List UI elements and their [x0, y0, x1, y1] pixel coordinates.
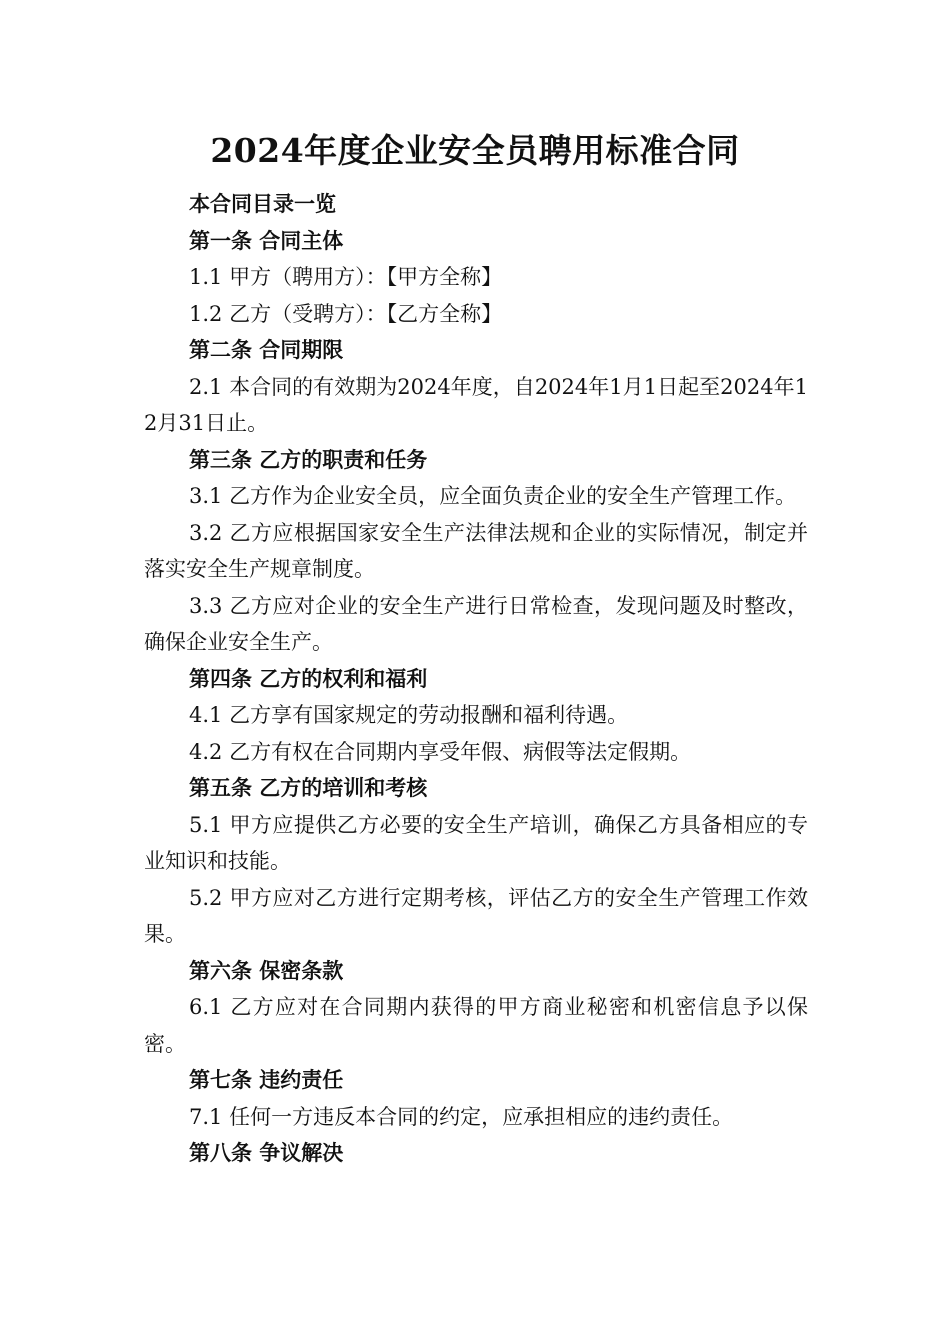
toc-label: 本合同目录一览 — [189, 191, 336, 216]
clause-4-2: 4.2 乙方有权在合同期内享受年假、病假等法定假期。 — [189, 739, 692, 764]
clause-3-1: 3.1 乙方作为企业安全员，应全面负责企业的安全生产管理工作。 — [189, 484, 797, 508]
clause-6-1: 6.1 乙方应对在合同期内获得的甲方商业秘密和机密信息予以保密。 — [144, 995, 808, 1056]
section-heading-2: 第二条 合同期限 — [189, 337, 344, 362]
section-heading-6: 第六条 保密条款 — [189, 957, 344, 983]
clause-3-2: 3.2 乙方应根据国家安全生产法律法规和企业的实际情况，制定并落实安全生产规章制度。 — [144, 520, 808, 581]
document-body — [144, 186, 808, 1172]
document-title: 2024年度企业安全员聘用标准合同 — [210, 131, 740, 170]
section-heading-8: 第八条 争议解决 — [189, 1140, 344, 1165]
section-heading-7: 第七条 违约责任 — [189, 1067, 344, 1092]
section-heading-5: 第五条 乙方的培训和考核 — [189, 775, 428, 800]
section-heading-4: 第四条 乙方的权利和福利 — [189, 665, 428, 691]
clause-1-2: 1.2 乙方（受聘方）：【乙方全称】 — [189, 301, 503, 326]
clause-4-1: 4.1 乙方享有国家规定的劳动报酬和福利待遇。 — [189, 703, 629, 727]
clause-1-1: 1.1 甲方（聘用方）：【甲方全称】 — [189, 265, 503, 289]
clause-3-3: 3.3 乙方应对企业的安全生产进行日常检查，发现问题及时整改，确保企业安全生产。 — [144, 593, 808, 654]
clause-5-1: 5.1 甲方应提供乙方必要的安全生产培训，确保乙方具备相应的专业知识和技能。 — [144, 812, 808, 873]
section-heading-3: 第三条 乙方的职责和任务 — [189, 446, 428, 472]
clause-5-2: 5.2 甲方应对乙方进行定期考核，评估乙方的安全生产管理工作效果。 — [144, 885, 808, 946]
section-heading-1: 第一条 合同主体 — [189, 227, 344, 253]
clause-7-1: 7.1 任何一方违反本合同的约定，应承担相应的违约责任。 — [189, 1104, 734, 1129]
clause-2-1: 2.1 本合同的有效期为2024年度，自2024年1月1日起至2024年12月31日止。 — [144, 374, 808, 435]
